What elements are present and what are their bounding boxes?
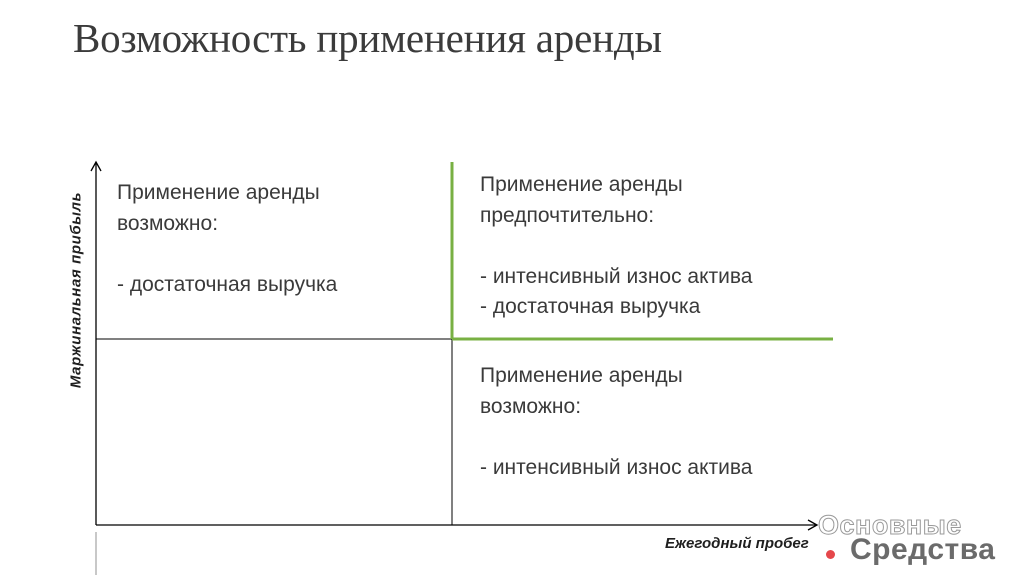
quadrant-heading: возможно: — [117, 211, 219, 235]
quadrant-spacer — [117, 239, 337, 270]
quadrant-spacer — [480, 231, 752, 262]
quadrant-heading: Применение аренды — [480, 364, 683, 387]
logo-word-2: Средства — [850, 533, 996, 566]
quadrant-heading: предпочтительно: — [480, 203, 655, 227]
page-title: Возможность применения аренды — [73, 15, 662, 61]
quadrant-heading: Применение аренды — [480, 173, 683, 196]
brand-logo — [818, 510, 1018, 570]
x-axis-label: Ежегодный пробег — [665, 535, 809, 552]
quadrant-top-right — [480, 170, 752, 323]
quadrant-item: - интенсивный износ актива — [480, 455, 753, 479]
quadrant-spacer — [480, 422, 752, 453]
quadrant-item: - интенсивный износ актива — [480, 264, 753, 288]
quadrant-item: - достаточная выручка — [480, 295, 701, 318]
quadrant-heading: Применение аренды — [117, 181, 320, 204]
logo-word-1: Основные — [818, 510, 962, 540]
quadrant-top-left — [117, 178, 337, 300]
quadrant-item: - достаточная выручка — [117, 272, 338, 296]
logo-dot-icon — [826, 550, 835, 559]
quadrant-bottom-right — [480, 361, 752, 483]
quadrant-heading: возможно: — [480, 394, 582, 418]
y-axis-label: Маржинальная прибыль — [67, 191, 85, 389]
